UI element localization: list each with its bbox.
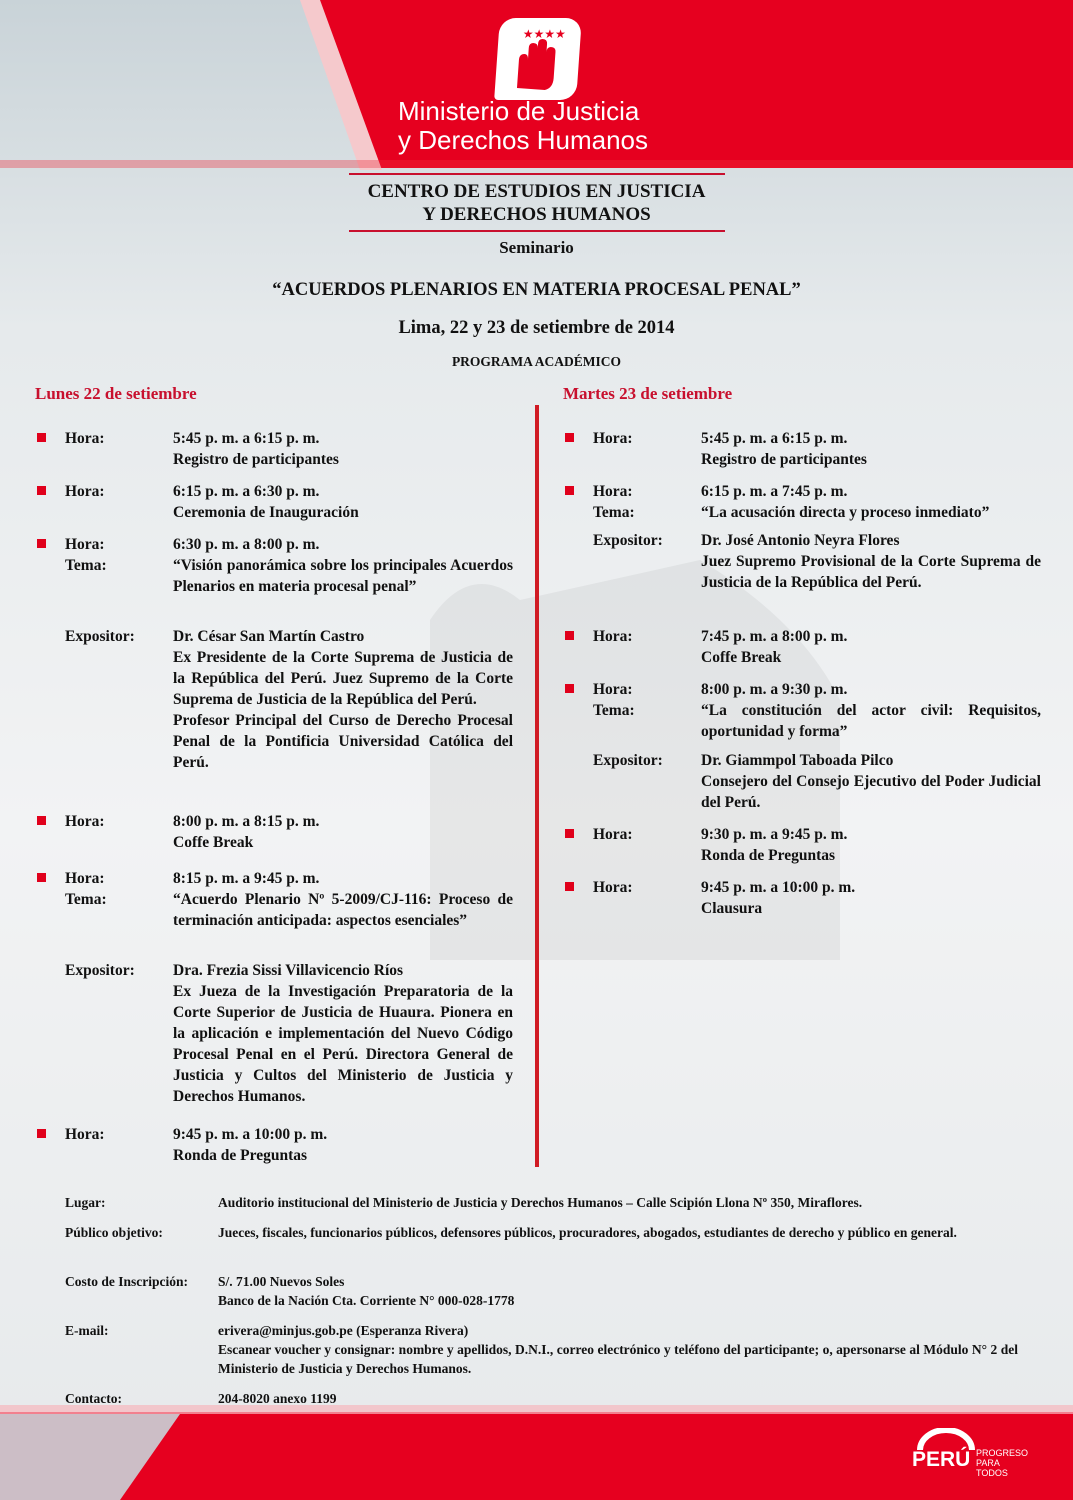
email-link[interactable]: erivera@minjus.gob.pe (Esperanza Rivera) <box>218 1323 469 1338</box>
bullet-icon <box>565 882 574 891</box>
day2-title: Martes 23 de setiembre <box>563 384 733 403</box>
program-heading: PROGRAMA ACADÉMICO <box>451 354 622 369</box>
seminar-title: “ACUERDOS PLENARIOS EN MATERIA PROCESAL PENAL” <box>272 280 801 300</box>
day1-title: Lunes 22 de setiembre <box>35 384 197 403</box>
bullet-icon <box>565 631 574 640</box>
peru-slogan: PROGRESO PARA TODOS <box>976 1448 1029 1478</box>
event-type: Seminario <box>499 238 574 257</box>
svg-text:★★★★: ★★★★ <box>522 27 567 41</box>
bullet-icon <box>37 486 46 495</box>
peru-text: PERÚ <box>912 1448 971 1471</box>
bullet-icon <box>37 816 46 825</box>
header-rule-top <box>349 173 725 175</box>
bullet-icon <box>565 829 574 838</box>
centro-title: CENTRO DE ESTUDIOS EN JUSTICIA Y DERECHOS HUMANOS <box>367 181 706 225</box>
column-divider <box>535 405 539 1167</box>
bullet-icon <box>37 873 46 882</box>
bullet-icon <box>565 433 574 442</box>
bullet-icon <box>37 433 46 442</box>
peru-arc-icon <box>916 1428 976 1450</box>
seminar-date: Lima, 22 y 23 de setiembre de 2014 <box>398 318 675 338</box>
bullet-icon <box>37 539 46 548</box>
ministry-logo <box>494 18 582 100</box>
bullet-icon <box>565 684 574 693</box>
bullet-icon <box>37 1129 46 1138</box>
header-rule-bottom <box>349 230 725 232</box>
bullet-icon <box>565 486 574 495</box>
ministry-name: Ministerio de Justicia y Derechos Humanos <box>398 96 648 155</box>
